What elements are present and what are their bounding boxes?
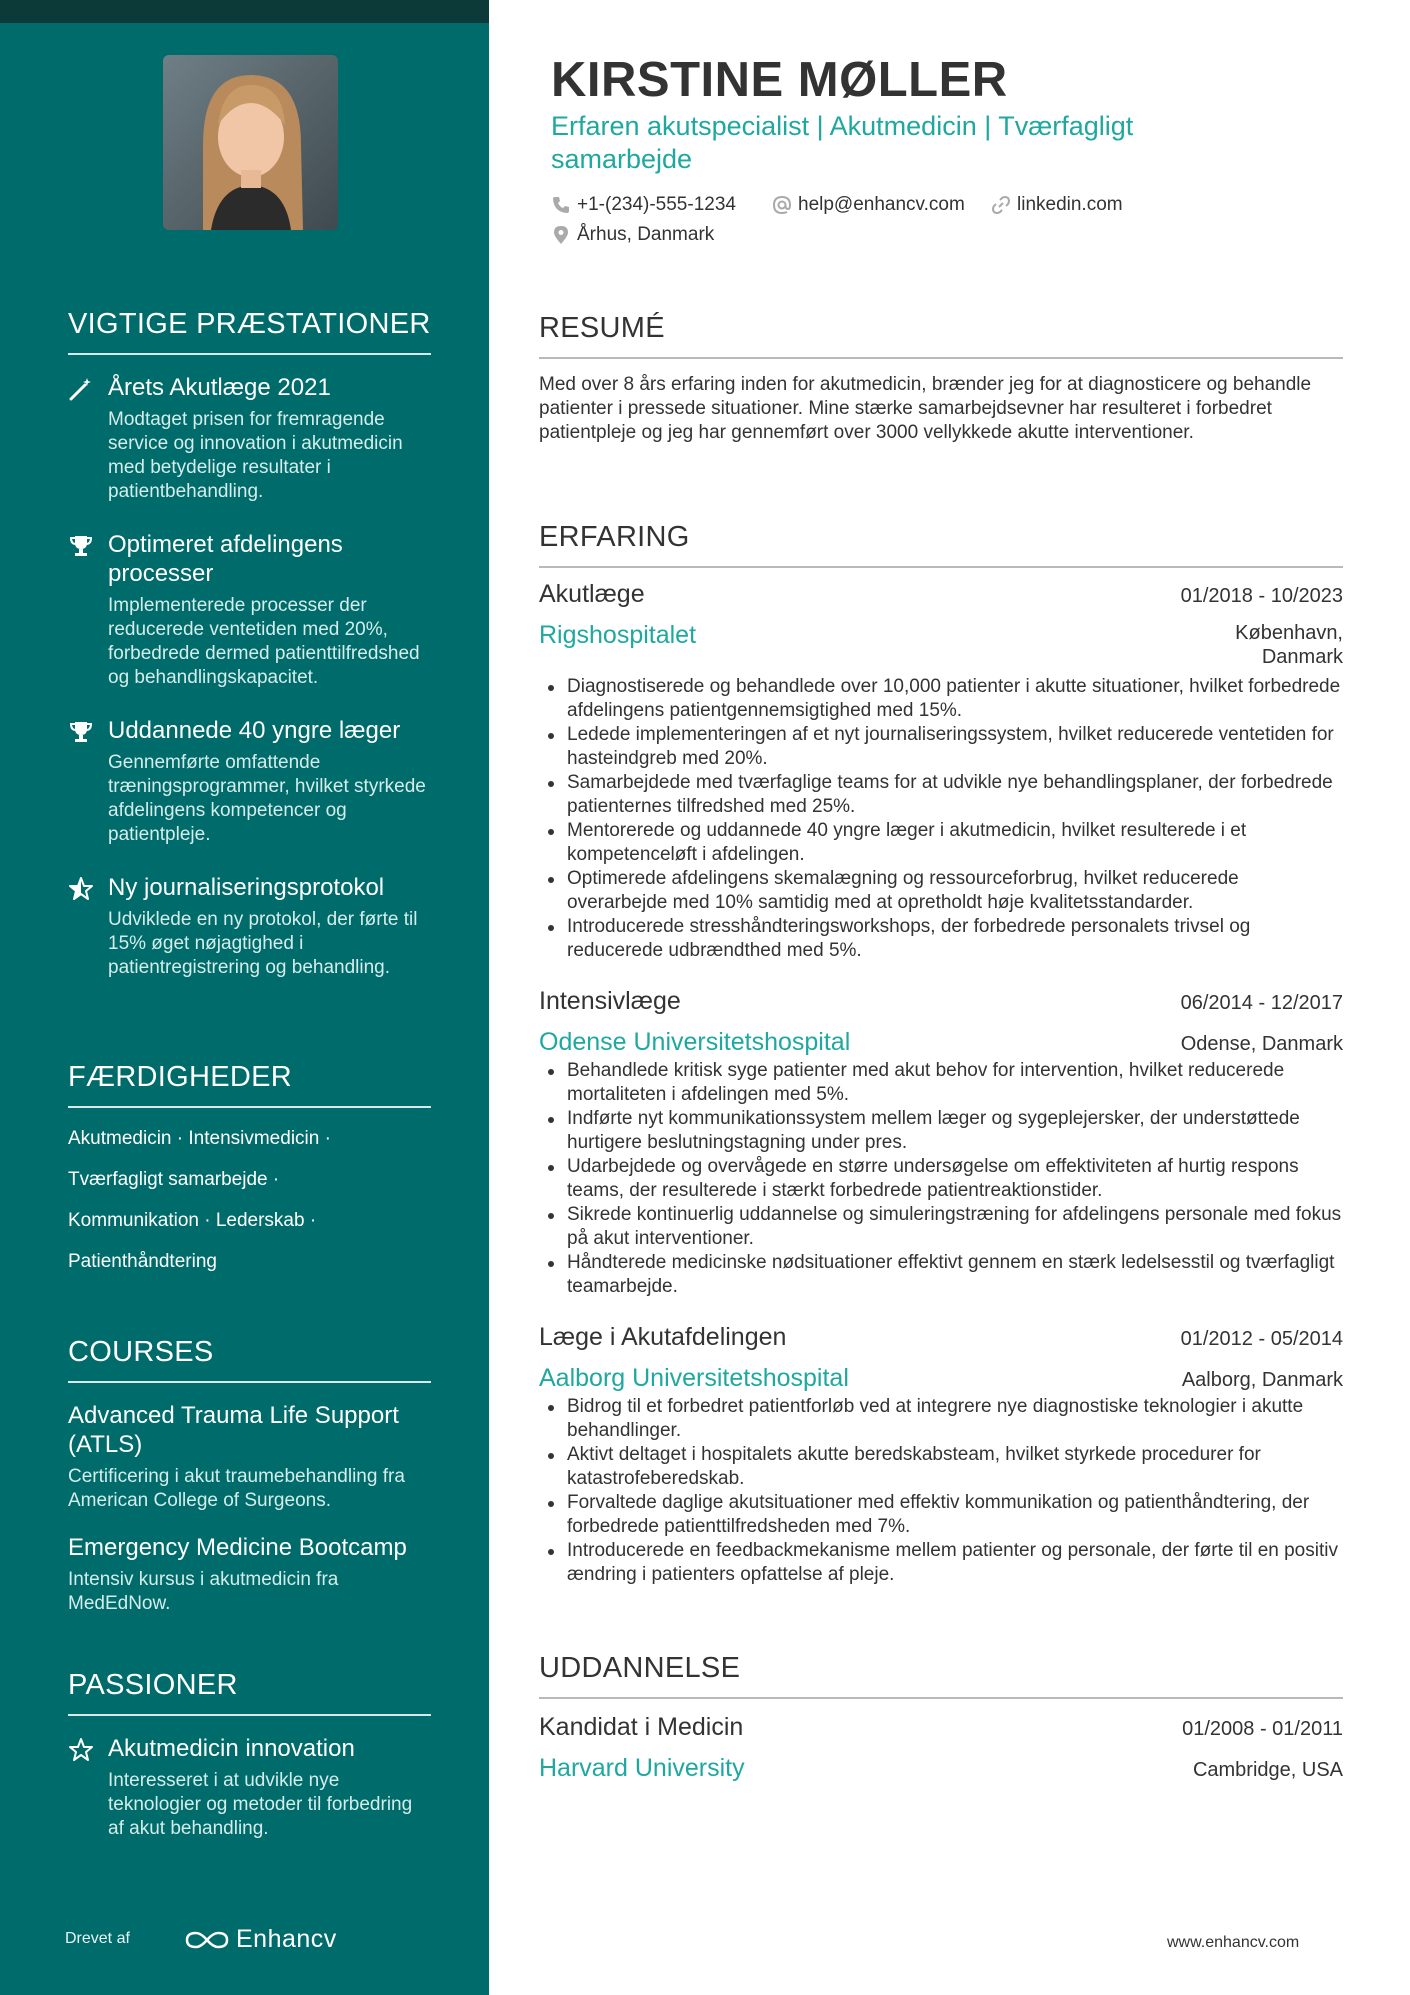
- list-item: Aktivt deltaget i hospitalets akutte beredskabsteam, hvilket styrkede procedurer for katastrofeberedskab.: [539, 1443, 1343, 1491]
- contact-linkedin[interactable]: [991, 194, 1123, 216]
- sidebar-top-strip: [0, 0, 489, 23]
- education-dates: 01/2008 - 01/2011: [1182, 1718, 1343, 1740]
- education-school[interactable]: Harvard University: [539, 1754, 745, 1782]
- skill-line: Tværfagligt samarbejde ·: [68, 1169, 280, 1190]
- footer-website[interactable]: www.enhancv.com: [1167, 1934, 1300, 1951]
- skills-list: [68, 1118, 431, 1282]
- location-pin-icon: [551, 225, 571, 245]
- job-company[interactable]: Odense Universitetshospital: [539, 1028, 851, 1056]
- trophy-icon: [68, 719, 94, 745]
- job-dates: 06/2014 - 12/2017: [1180, 992, 1343, 1014]
- course-desc: Certificering i akut traumebehandling fra American College of Surgeons.: [68, 1466, 405, 1511]
- phone-text: +1-(234)-555-1234: [577, 194, 736, 215]
- list-item: Bidrog til et forbedret patientforløb ved at integrere nye diagnostiske teknologier i akutte behandlinger.: [539, 1395, 1343, 1443]
- job-title: Akutlæge: [539, 580, 645, 608]
- achievement-desc: Implementerede processer der reducerede ventetiden med 20%, forbedrede dermed patienttilfredshed og behandlingskapacitet.: [108, 595, 420, 688]
- skills-section: [68, 1061, 431, 1282]
- list-item: Samarbejdede med tværfaglige teams for at udvikle nye behandlingsplaner, der forbedrede patienternes tilfredshed med 25%.: [539, 771, 1343, 819]
- phone-icon: [551, 195, 571, 215]
- sidebar: [0, 0, 489, 1995]
- job-entry: [539, 1323, 1343, 1587]
- star-outline-icon: [68, 1737, 94, 1763]
- job-bullets: [539, 1059, 1343, 1299]
- achievement-title: Årets Akutlæge 2021: [108, 374, 331, 401]
- list-item: Introducerede stresshåndteringsworkshops, der forbedrede personalets trivsel og reducerede udbrændthed med 5%.: [539, 915, 1343, 963]
- job-location: [1235, 621, 1343, 669]
- list-item: Sikrede kontinuerlig uddannelse og simuleringstræning for afdelingens personale med fokus på akut interventioner.: [539, 1203, 1343, 1251]
- course-item: [68, 1533, 431, 1616]
- achievements-heading: VIGTIGE PRÆSTATIONER: [68, 308, 431, 355]
- enhancv-logo[interactable]: [184, 1925, 337, 1954]
- star-half-icon: [68, 876, 94, 902]
- contact-location: [551, 224, 714, 246]
- course-title: Emergency Medicine Bootcamp: [68, 1534, 407, 1561]
- education-location: Cambridge, USA: [1192, 1759, 1343, 1781]
- passions-section: [68, 1669, 431, 1841]
- job-location: Aalborg, Danmark: [1181, 1369, 1343, 1391]
- achievement-desc: Modtaget prisen for fremragende service og innovation i akutmedicin med betydelige resultater i patientbehandling.: [108, 409, 403, 502]
- profile-photo: [163, 55, 338, 230]
- job-dates: 01/2012 - 05/2014: [1180, 1328, 1343, 1350]
- list-item: Mentorerede og uddannede 40 yngre læger i akutmedicin, hvilket resulterede i et kompetenceløft i afdelingen.: [539, 819, 1343, 867]
- passion-item: [68, 1734, 431, 1841]
- at-icon: [772, 195, 792, 215]
- list-item: Indførte nyt kommunikationssystem mellem læger og sygeplejersker, der understøttede hurtigere beslutningstagning under pres.: [539, 1107, 1343, 1155]
- experience-heading: ERFARING: [539, 521, 1343, 568]
- achievement-desc: Udviklede en ny protokol, der førte til 15% øget nøjagtighed i patientregistrering og behandling.: [108, 909, 418, 978]
- achievement-item: [68, 716, 431, 847]
- link-icon: [991, 195, 1011, 215]
- list-item: Ledede implementeringen af et nyt journaliseringssystem, hvilket reducerede ventetiden for hasteindgreb med 20%.: [539, 723, 1343, 771]
- job-dates: 01/2018 - 10/2023: [1180, 585, 1343, 607]
- job-title: Intensivlæge: [539, 987, 681, 1015]
- summary-heading: RESUMÉ: [539, 312, 1343, 359]
- trophy-icon: [68, 533, 94, 559]
- email-text: help@enhancv.com: [798, 194, 965, 215]
- list-item: Introducerede en feedbackmekanisme mellem patienter og personale, der førte til en positiv ændring i patienters opfattelse af pleje.: [539, 1539, 1343, 1587]
- passion-desc: Interesseret i at udvikle nye teknologier og metoder til forbedring af akut behandling.: [108, 1770, 413, 1839]
- achievements-section: [68, 308, 431, 980]
- job-location-line: Danmark: [1261, 646, 1343, 668]
- location-text: Århus, Danmark: [577, 224, 715, 245]
- experience-section: [539, 521, 1343, 1587]
- achievement-desc: Gennemførte omfattende træningsprogrammer, hvilket styrkede afdelingens kompetencer og patientpleje.: [108, 752, 426, 845]
- achievement-title: Optimeret afdelingens processer: [108, 531, 343, 587]
- job-bullets: [539, 1395, 1343, 1587]
- contact-phone[interactable]: [551, 194, 736, 216]
- passion-title: Akutmedicin innovation: [108, 1735, 355, 1762]
- linkedin-text: linkedin.com: [1017, 194, 1123, 215]
- contact-email[interactable]: [772, 194, 965, 216]
- skill-line: Akutmedicin · Intensivmedicin ·: [68, 1128, 331, 1149]
- achievement-title: Ny journaliseringsprotokol: [108, 874, 385, 901]
- education-section: [539, 1652, 1343, 1783]
- list-item: Behandlede kritisk syge patienter med akut behov for intervention, hvilket reducerede mortaliteten i afdelingen med 5%.: [539, 1059, 1343, 1107]
- job-company[interactable]: Aalborg Universitetshospital: [539, 1364, 849, 1392]
- education-entry: [539, 1713, 1343, 1783]
- course-item: [68, 1401, 431, 1513]
- job-title: Læge i Akutafdelingen: [539, 1323, 787, 1351]
- job-entry: [539, 580, 1343, 963]
- job-location-line: København,: [1235, 622, 1343, 644]
- candidate-name: KIRSTINE MØLLER: [551, 53, 1008, 107]
- infinity-icon: [184, 1929, 230, 1951]
- achievement-item: [68, 530, 431, 690]
- list-item: Diagnostiserede og behandlede over 10,000 patienter i akutte situationer, hvilket forbedrede afdelingens patientgennemsigtighed med 15%.: [539, 675, 1343, 723]
- job-company[interactable]: Rigshospitalet: [539, 621, 697, 649]
- achievement-item: [68, 373, 431, 504]
- achievement-title: Uddannede 40 yngre læger: [108, 717, 401, 744]
- list-item: Optimerede afdelingens skemalægning og ressourceforbrug, hvilket reducerede overarbejde med 10% samtidig med at opretholdt høje kvalitetsstandarder.: [539, 867, 1343, 915]
- education-degree: Kandidat i Medicin: [539, 1713, 744, 1741]
- passions-heading: PASSIONER: [68, 1669, 431, 1716]
- job-entry: [539, 987, 1343, 1299]
- summary-text: Med over 8 års erfaring inden for akutmedicin, brænder jeg for at diagnosticere og behandle patienter i pressede situationer. Mine stærke samarbejdsevner har resulteret i forbedret patientpleje og jeg har gennemført over 3000 vellykkede akutte interventioner.: [539, 374, 1312, 443]
- list-item: Forvaltede daglige akutsituationer med effektiv kommunikation og patienthåndtering, der forbedrede patienttilfredsheden med 7%.: [539, 1491, 1343, 1539]
- education-heading: UDDANNELSE: [539, 1652, 1343, 1699]
- list-item: Udarbejdede og overvågede en større undersøgelse om effektiviteten af hurtig respons teams, der resulterede i stærkt forbedrede patientreaktionstider.: [539, 1155, 1343, 1203]
- course-desc: Intensiv kursus i akutmedicin fra MedEdNow.: [68, 1569, 339, 1614]
- courses-heading: COURSES: [68, 1336, 431, 1383]
- course-title: Advanced Trauma Life Support (ATLS): [68, 1402, 399, 1458]
- list-item: Håndterede medicinske nødsituationer effektivt gennem en stærk ledelsesstil og tværfagligt teamarbejde.: [539, 1251, 1343, 1299]
- job-location: Odense, Danmark: [1180, 1033, 1343, 1055]
- headline: Erfaren akutspecialist | Akutmedicin | Tværfagligt samarbejde: [551, 111, 1134, 174]
- brand-name: Enhancv: [236, 1925, 337, 1953]
- skill-line: Kommunikation · Lederskab ·: [68, 1210, 317, 1231]
- summary-section: [539, 312, 1343, 445]
- courses-section: [68, 1336, 431, 1616]
- magic-wand-icon: [68, 376, 94, 402]
- job-bullets: [539, 675, 1343, 963]
- powered-by-label: Drevet af: [65, 1930, 130, 1947]
- achievement-item: [68, 873, 431, 980]
- skills-heading: FÆRDIGHEDER: [68, 1061, 431, 1108]
- skill-line: Patienthåndtering: [68, 1251, 217, 1272]
